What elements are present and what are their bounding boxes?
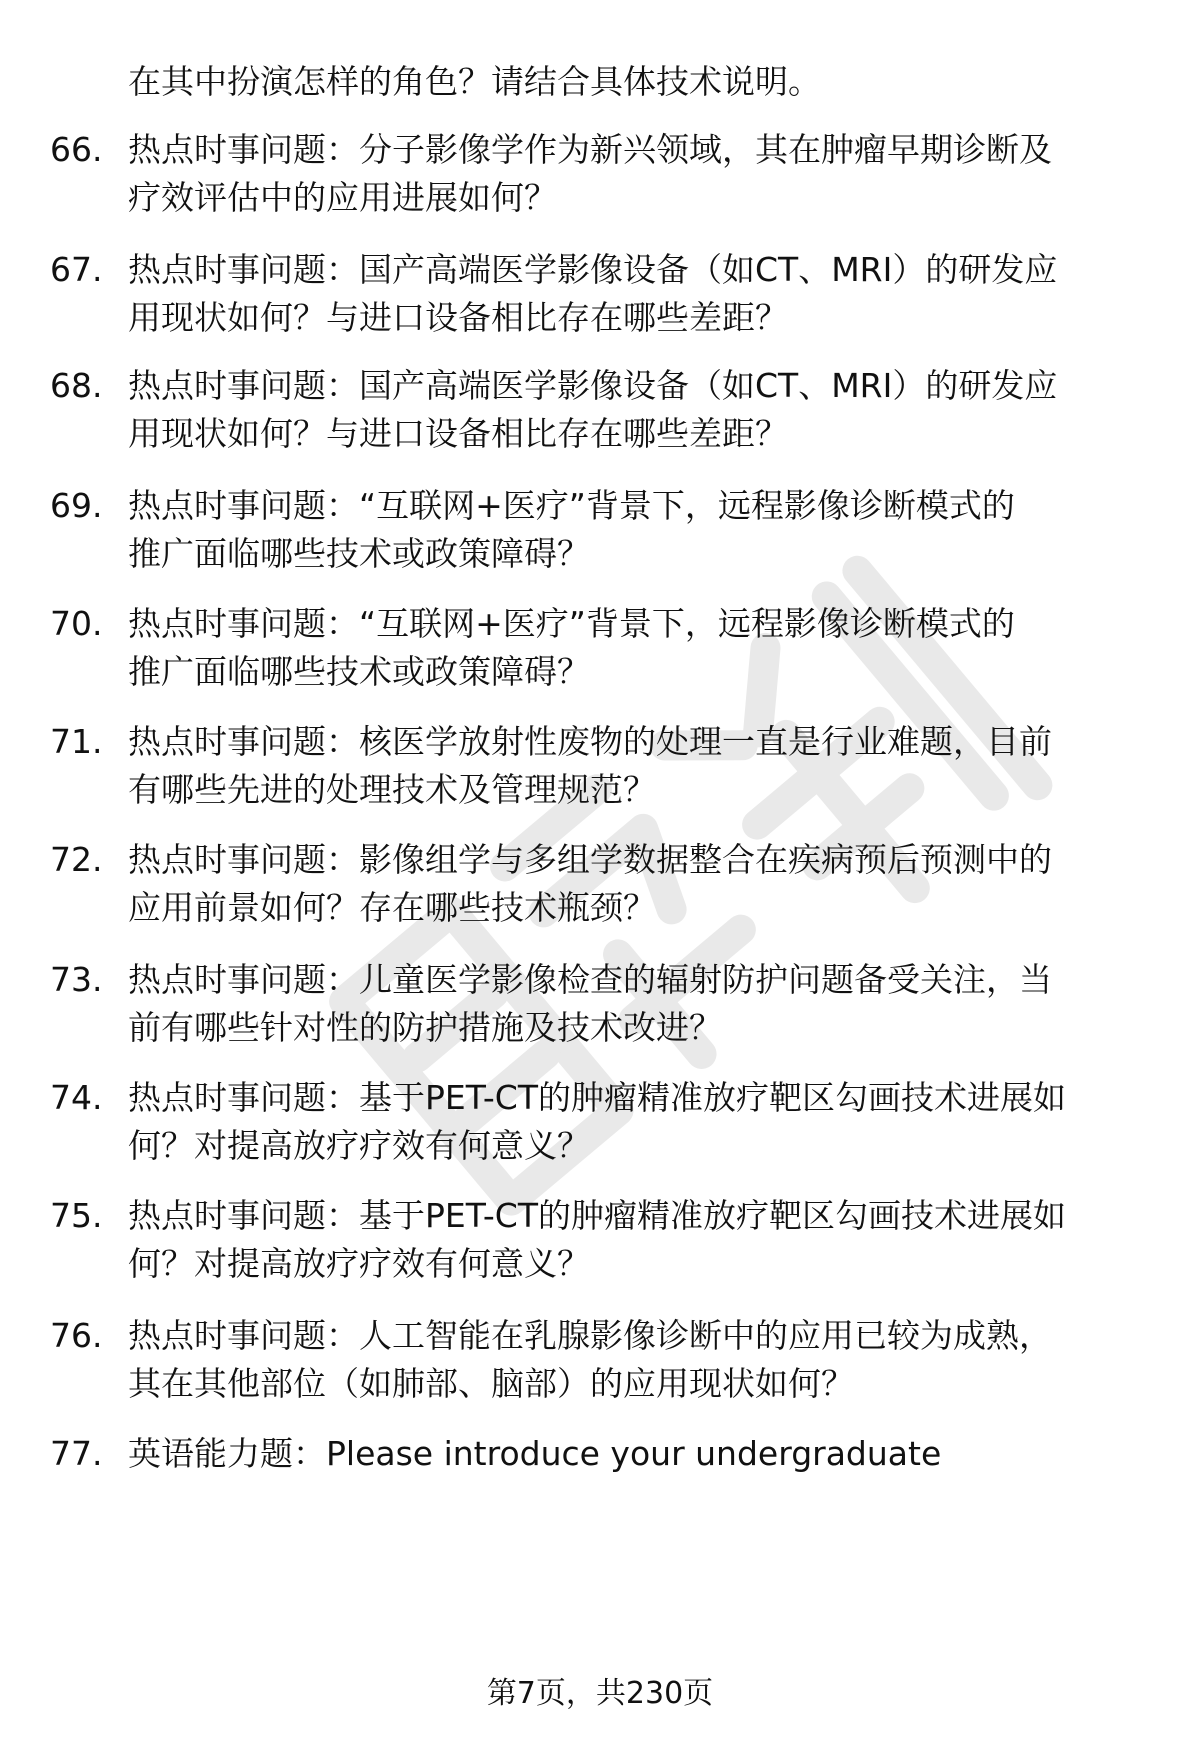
item-text (128, 246, 1158, 342)
page-footer: 第7页，共230页 (486, 1676, 714, 1711)
item-text-line: 热点时事问题：基于PET-CT的肿瘤精准放疗靶区勾画技术进展如 (128, 1078, 1066, 1117)
item-text (128, 600, 1158, 696)
item-text-line: 热点时事问题：影像组学与多组学数据整合在疾病预后预测中的 (128, 840, 1052, 879)
item-text (128, 126, 1158, 222)
continuation-line: 在其中扮演怎样的角色？请结合具体技术说明。 (128, 62, 821, 101)
item-text-line: 热点时事问题：分子影像学作为新兴领域，其在肿瘤早期诊断及 (128, 130, 1052, 169)
item-text-line: 其在其他部位（如肺部、脑部）的应用现状如何？ (128, 1364, 854, 1403)
item-text (128, 362, 1158, 458)
item-text (128, 482, 1158, 578)
item-text-line: 热点时事问题：核医学放射性废物的处理一直是行业难题，目前 (128, 722, 1052, 761)
item-text-line: 热点时事问题：基于PET-CT的肿瘤精准放疗靶区勾画技术进展如 (128, 1196, 1066, 1235)
item-number: 73. (50, 960, 103, 999)
item-text-line: 应用前景如何？存在哪些技术瓶颈？ (128, 888, 656, 927)
item-text (128, 718, 1158, 814)
item-text-line: 用现状如何？与进口设备相比存在哪些差距？ (128, 298, 788, 337)
item-text-line: 有哪些先进的处理技术及管理规范？ (128, 770, 656, 809)
item-number: 75. (50, 1196, 103, 1235)
item-text (128, 1430, 1158, 1478)
item-text-line: 何？对提高放疗疗效有何意义？ (128, 1244, 590, 1283)
item-text-line: 用现状如何？与进口设备相比存在哪些差距？ (128, 414, 788, 453)
item-number: 69. (50, 486, 103, 525)
item-text (128, 956, 1158, 1052)
item-text-line: 热点时事问题：“互联网+医疗”背景下，远程影像诊断模式的 (128, 486, 1015, 525)
item-number: 74. (50, 1078, 103, 1117)
item-text-line: 热点时事问题：儿童医学影像检查的辐射防护问题备受关注，当 (128, 960, 1052, 999)
item-text-line: 何？对提高放疗疗效有何意义？ (128, 1126, 590, 1165)
item-number: 71. (50, 722, 103, 761)
item-text-line: 推广面临哪些技术或政策障碍？ (128, 652, 590, 691)
item-text (128, 836, 1158, 932)
item-number: 66. (50, 130, 103, 169)
item-number: 67. (50, 250, 103, 289)
item-text-line: 前有哪些针对性的防护措施及技术改进？ (128, 1008, 722, 1047)
item-text-line: 疗效评估中的应用进展如何？ (128, 178, 557, 217)
item-number: 76. (50, 1316, 103, 1355)
item-number: 70. (50, 604, 103, 643)
item-number: 77. (50, 1434, 103, 1473)
item-text (128, 1312, 1158, 1408)
item-text-line: 热点时事问题：人工智能在乳腺影像诊断中的应用已较为成熟， (128, 1316, 1052, 1355)
item-text-line: 推广面临哪些技术或政策障碍？ (128, 534, 590, 573)
item-number: 68. (50, 366, 103, 405)
item-text (128, 1074, 1158, 1170)
item-number: 72. (50, 840, 103, 879)
item-text-line: 英语能力题：Please introduce your undergraduate (128, 1434, 942, 1473)
item-text-line: 热点时事问题：国产高端医学影像设备（如CT、MRI）的研发应 (128, 250, 1058, 289)
item-text-line: 热点时事问题：“互联网+医疗”背景下，远程影像诊断模式的 (128, 604, 1015, 643)
item-text-line: 热点时事问题：国产高端医学影像设备（如CT、MRI）的研发应 (128, 366, 1058, 405)
item-text (128, 1192, 1158, 1288)
